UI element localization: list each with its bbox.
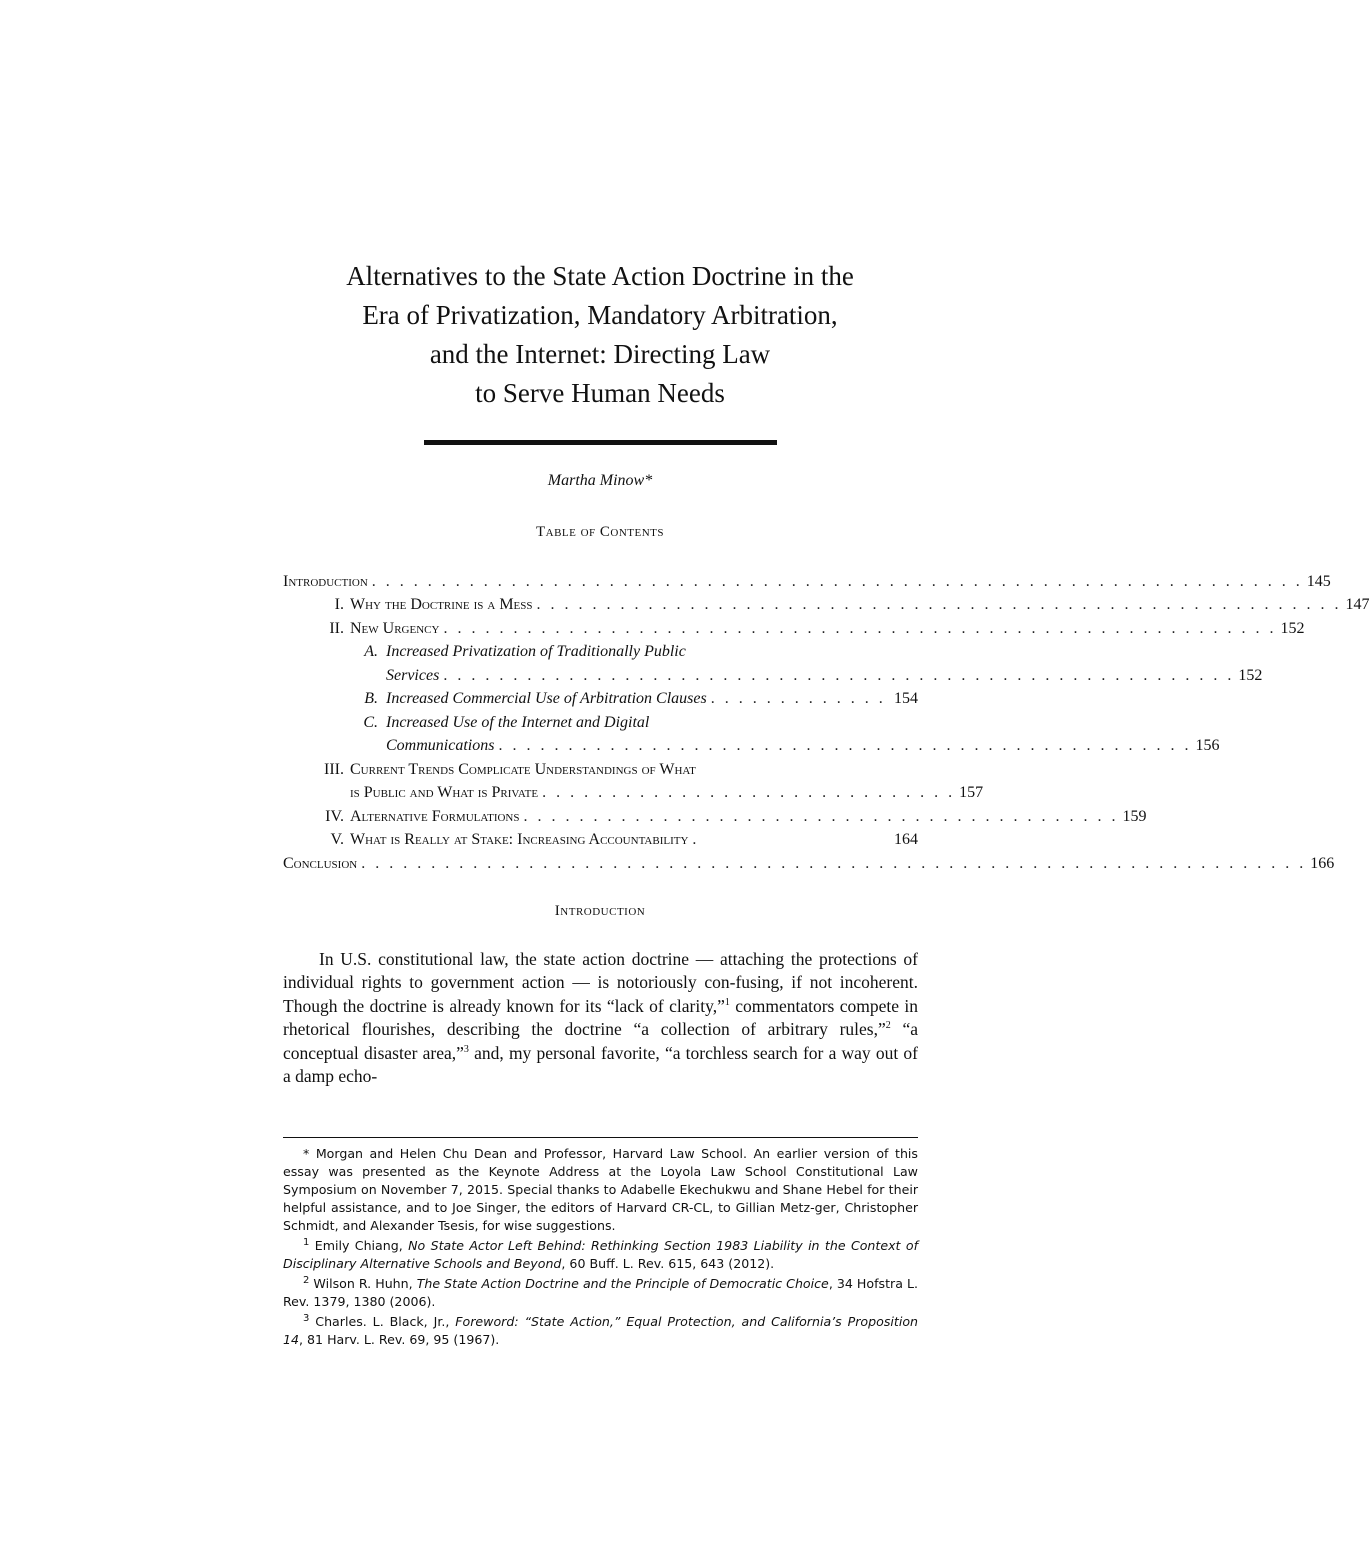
toc-entry-label: Increased Commercial Use of Arbitration Clauses — [386, 690, 707, 707]
toc-entry-number: I. — [334, 596, 344, 613]
toc-leader: . . . . . . . . . . . . . — [710, 690, 886, 707]
footnote-text: Wilson R. Huhn, — [309, 1276, 417, 1291]
toc-entry[interactable] — [283, 849, 1335, 873]
toc-page-number: 154 — [894, 690, 918, 707]
toc-page-number: 164 — [894, 831, 918, 848]
title-line: to Serve Human Needs — [475, 378, 725, 408]
toc-entry[interactable] — [283, 591, 1370, 615]
toc-leader: . . . . . . . . . . . . . . . . . . . . . . . . . . . . . . . . . . . . . . . . . . . . . . . . . . . . . . . . . . — [536, 596, 1342, 613]
footnote-ref[interactable]: 3 — [463, 1043, 469, 1055]
toc-page-number: 145 — [1306, 572, 1331, 590]
footnote-citation-title: Foreword: “State Action,” Equal Protection, and California’s Proposition 14 — [283, 1314, 918, 1347]
footnote-ref[interactable]: 2 — [885, 1020, 891, 1032]
toc-entry-label: Increased Privatization of Traditionally Public — [386, 643, 686, 660]
toc-entry-number: B. — [364, 690, 378, 707]
toc-entry[interactable] — [283, 802, 1147, 826]
toc-entry-label: Current Trends Complicate Understandings of What — [350, 760, 696, 778]
toc-page-number: 156 — [1195, 737, 1220, 754]
title-line: and the Internet: Directing Law — [429, 339, 771, 369]
toc-leader: . . . . . . . . . . . . . . . . . . . . . . . . . . . . . . . . . . . . . . . . . . . . . . . . . . . . . . . . . . . . . . . . . . . . — [361, 854, 1307, 872]
title-divider — [424, 440, 777, 445]
toc-entry[interactable] — [283, 638, 918, 662]
footnote-author: * Morgan and Helen Chu Dean and Professor, Harvard Law School. An earlier version of this essay was presented as the Keynote Address at the Loyola Law School Constitutional Law Symposium on November 7, 2015. Special thanks to Adabelle Ekechukwu and Shane Hebel for their helpful assistance, and to Joe Singer, the editors of Harvard CR-CL, to Gillian Metz-ger, Christopher Schmidt, and Alexander Tsesis, for wise suggestions. — [283, 1146, 918, 1233]
footnote-citation-title: No State Actor Left Behind: Rethinking Section 1983 Liability in the Context of Disciplinary Alternative Schools and Beyond — [283, 1238, 918, 1271]
author-name: Martha Minow* — [547, 472, 653, 489]
section-heading: Introduction — [554, 903, 646, 919]
paragraph-text: and, my personal favorite, “a torchless search for a way out of a damp echo- — [283, 1042, 919, 1087]
toc-entry-number: V. — [330, 831, 344, 848]
article-title — [250, 257, 950, 413]
toc-leader: . . . . . . . . . . . . . . . . . . . . . . . . . . . . . . . . . . . . . . . . . . . . . . . . . . . . . . . . . — [443, 666, 1235, 684]
toc-entry-label: Conclusion — [283, 854, 358, 872]
footnote-mark: 1 — [303, 1236, 310, 1248]
toc-entry[interactable] — [283, 614, 1305, 638]
toc-entry-number: A. — [364, 643, 378, 660]
introduction-paragraph — [283, 948, 918, 1088]
footnote-text: , 60 Buff. L. Rev. 615, 643 (2012). — [561, 1256, 775, 1271]
toc-entry[interactable] — [283, 755, 918, 779]
paragraph-text: In U.S. constitutional law, the state action doctrine — attaching the protections of individual rights to government action — is notoriously con-fusing, if not incoherent. Though the doctrine is already known for its “lack of clarity,” — [283, 949, 918, 1016]
toc-page-number: 147 — [1345, 596, 1370, 613]
footnote-mark: 3 — [303, 1312, 310, 1324]
footnote-text: Charles. L. Black, Jr., — [309, 1314, 456, 1329]
toc-entry-number: IV. — [325, 807, 344, 825]
toc-leader: . . . . . . . . . . . . . . . . . . . . . . . . . . . . . . . . . . . . . . . . . . . — [523, 807, 1119, 825]
toc-entry-label: Introduction — [283, 572, 368, 590]
footnote-text: , 34 Hofstra L. Rev. 1379, 1380 (2006). — [283, 1276, 918, 1309]
toc-entry[interactable] — [283, 732, 1220, 756]
toc-entry-number: C. — [363, 713, 378, 731]
toc-entry[interactable] — [283, 708, 918, 732]
title-line: Alternatives to the State Action Doctrine in the — [346, 261, 854, 291]
toc-entry[interactable] — [283, 826, 918, 850]
footnote-divider — [283, 1137, 918, 1138]
toc-entry-label: Why the Doctrine is a Mess — [350, 596, 533, 613]
toc-leader: . — [692, 831, 700, 848]
toc-entry-number: III. — [324, 760, 344, 778]
toc-entry-label: is Public and What is Private — [350, 784, 539, 801]
toc-leader: . . . . . . . . . . . . . . . . . . . . . . . . . . . . . . — [542, 784, 956, 801]
toc-entry[interactable] — [283, 661, 1263, 685]
toc-entry-label: What is Really at Stake: Increasing Accountability — [350, 831, 689, 848]
toc-leader: . . . . . . . . . . . . . . . . . . . . . . . . . . . . . . . . . . . . . . . . . . . . . . . . . . — [498, 737, 1192, 754]
toc-entry-number: II. — [329, 619, 344, 637]
toc-entry-label: Increased Use of the Internet and Digital — [386, 713, 650, 731]
paragraph-text: “a conceptual disaster area,” — [283, 1019, 918, 1063]
toc-heading: Table of Contents — [535, 524, 665, 540]
footnote-citation-title: The State Action Doctrine and the Principle of Democratic Choice — [416, 1276, 829, 1291]
toc-page-number: 166 — [1310, 854, 1335, 872]
toc-entry[interactable] — [283, 567, 1331, 591]
toc-entry-label: Communications — [386, 737, 495, 754]
toc-entry-label: Alternative Formulations — [350, 807, 520, 825]
table-of-contents — [283, 567, 1370, 873]
toc-page-number: 157 — [959, 784, 984, 801]
toc-leader: . . . . . . . . . . . . . . . . . . . . . . . . . . . . . . . . . . . . . . . . . . . . . . . . . . . . . . . . . . . . — [443, 619, 1277, 637]
toc-entry-label: New Urgency — [350, 619, 440, 637]
toc-entry[interactable] — [283, 685, 918, 709]
footnote-text: , 81 Harv. L. Rev. 69, 95 (1967). — [299, 1332, 500, 1347]
footnotes — [283, 1145, 918, 1351]
footnote-text: Emily Chiang, — [309, 1238, 409, 1253]
title-line: Era of Privatization, Mandatory Arbitration, — [362, 300, 838, 330]
toc-entry[interactable] — [283, 779, 984, 803]
footnote-ref[interactable]: 1 — [724, 996, 730, 1008]
toc-page-number: 152 — [1280, 619, 1305, 637]
footnote-3 — [283, 1313, 918, 1349]
paragraph-text: commentators compete in rhetorical flourishes, describing the doctrine “a collection of arbitrary rules,” — [283, 995, 918, 1040]
toc-entry-label: Services — [386, 666, 440, 684]
footnote-2 — [283, 1275, 918, 1311]
footnote-mark: 2 — [303, 1274, 310, 1286]
toc-page-number: 159 — [1122, 807, 1147, 825]
footnote-1 — [283, 1237, 918, 1273]
toc-leader: . . . . . . . . . . . . . . . . . . . . . . . . . . . . . . . . . . . . . . . . . . . . . . . . . . . . . . . . . . . . . . . . . . . — [371, 572, 1303, 590]
toc-page-number: 152 — [1238, 666, 1263, 684]
